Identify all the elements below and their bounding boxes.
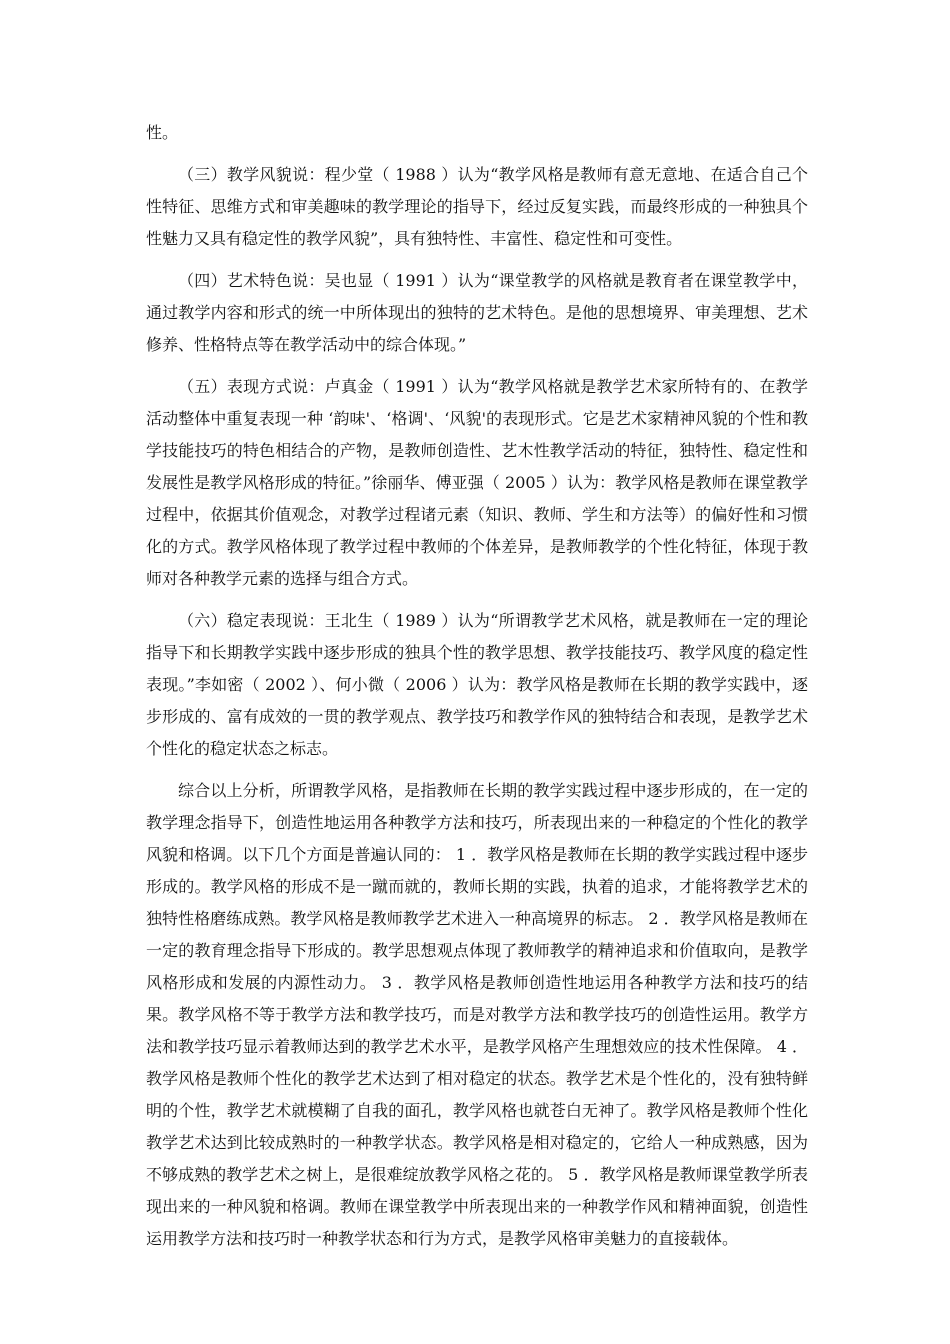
document-body	[146, 117, 808, 1265]
paragraph-teaching-style-appearance: （三）教学风貌说：程少堂（ 1988 ）认为“教学风格是教师有意无意地、在适合自己个性特征、思维方式和审美趣味的教学理论的指导下，经过反复实践，而最终形成的一种独具个性魅力又具有稳定性的教学风貌”，具有独特性、丰富性、稳定性和可变性。	[146, 165, 808, 248]
paragraph-summary: 综合以上分析，所谓教学风格，是指教师在长期的教学实践过程中逐步形成的，在一定的教学理念指导下，创造性地运用各种教学方法和技巧，所表现出来的一种稳定的个性化的教学风貌和格调。以下几个方面是普遍认同的： 1 ．教学风格是教师在长期的教学实践过程中逐步形成的。教学风格的形成不是一蹴而就的，教师长期的实践，执着的追求，才能将教学艺术的独特性格磨练成熟。教学风格是教师教学艺术进入一种高境界的标志。 2 ．教学风格是教师在一定的教育理念指导下形成的。教学思想观点体现了教师教学的精神追求和价值取向，是教学风格形成和发展的内源性动力。 3 ．教学风格是教师创造性地运用各种教学方法和技巧的结果。教学风格不等于教学方法和教学技巧，而是对教学方法和教学技巧的创造性运用。教学方法和教学技巧显示着教师达到的教学艺术水平，是教学风格产生理想效应的技术性保障。 4 ． 教学风格是教师个性化的教学艺术达到了相对稳定的状态。教学艺术是个性化的，没有独特鲜明的个性，教学艺术就模糊了自我的面孔，教学风格也就苍白无神了。教学风格是教师个性化教学艺术达到比较成熟时的一种教学状态。教学风格是相对稳定的，它给人一种成熟感，因为不够成熟的教学艺术之树上，是很难绽放教学风格之花的。 5 ．教学风格是教师课堂教学所表现出来的一种风貌和格调。教师在课堂教学中所表现出来的一种教学作风和精神面貌，创造性运用教学方法和技巧时一种教学状态和行为方式，是教学风格审美魅力的直接载体。	[146, 781, 808, 1248]
paragraph-artistic-feature: （四）艺术特色说：吴也显（ 1991 ）认为“课堂教学的风格就是教育者在课堂教学中，通过教学内容和形式的统一中所体现出的独特的艺术特色。是他的思想境界、审美理想、艺术修养、性格特点等在教学活动中的综合体现。”	[146, 271, 808, 354]
paragraph-continuation: 性。	[146, 123, 179, 142]
paragraph-stable-expression: （六）稳定表现说：王北生（ 1989 ）认为“所谓教学艺术风格，就是教师在一定的理论指导下和长期教学实践中逐步形成的独具个性的教学思想、教学技能技巧、教学风度的稳定性表现。”李如密（ 2002 ）、何小微（ 2006 ）认为：教学风格是教师在长期的教学实践中，逐步形成的、富有成效的一贯的教学观点、教学技巧和教学作风的独特结合和表现，是教学艺术个性化的稳定状态之标志。	[146, 611, 808, 758]
paragraph-expression-method: （五）表现方式说：卢真金（ 1991 ）认为“教学风格就是教学艺术家所特有的、在教学活动整体中重复表现一种 ‘韵味'、‘格调'、‘风貌'的表现形式。它是艺术家精神风貌的个性和教学技能技巧的特色相结合的产物，是教师创造性、艺木性教学活动的特征，独特性、稳定性和发展性是教学风格形成的特征。”徐丽华、傅亚强（ 2005 ）认为：教学风格是教师在课堂教学过程中，依据其价值观念，对教学过程诸元素（知识、教师、学生和方法等）的偏好性和习惯化的方式。教学风格体现了教学过程中教师的个体差异，是教师教学的个性化特征，体现于教师对各种教学元素的选择与组合方式。	[146, 377, 808, 588]
